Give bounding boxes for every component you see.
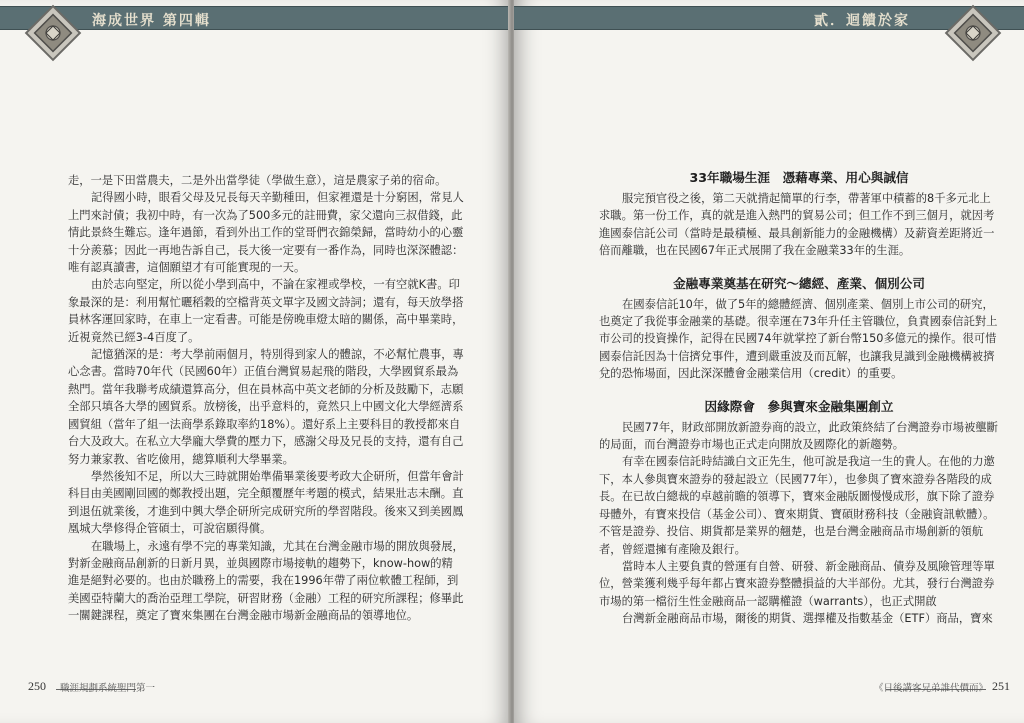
right-header-title: 貳．迴饋於家 — [814, 13, 910, 29]
ornament-emblem-icon — [24, 4, 82, 62]
paragraph: 學然後知不足，所以大三時就開始準備畢業後要考政大企研所，但當年會計科目由美國剛回國的鄭教授出題，完全顛覆歷年考題的模式，結果壯志未酬。直到退伍就業後，才進到中興大學企研所完成研究所的學習階段。後來又到美國鳳凰城大學修得企管碩士，可說宿願得償。 — [68, 469, 464, 536]
section-heading: 金融專業奠基在研究～總經、產業、個別公司 — [673, 275, 925, 291]
paragraph: 由於志向堅定，所以從小學到高中，不論在家裡或學校，一有空就K書。印象最深的是：利用幫忙曬稻穀的空檔背英文單字及國文詩詞；還有，每天放學搭員林客運回家時，在車上一定看書。可能是傍晚車燈太暗的關係，高中畢業時，近視竟然已經3-4百度了。 — [68, 278, 464, 344]
left-header-title: 海成世界 第四輯 — [92, 13, 211, 29]
paragraph: 記得國小時，眼看父母及兄長每天辛勤種田，但家裡還是十分窮困，常見人上門來討債；我初中時，有一次為了500多元的註冊費，家父還向三叔借錢，此情此景終生難忘。逢年過節，看到外出工作的堂哥們衣錦榮歸，當時幼小的心靈十分羨慕；因此一再地告訴自己，長大後一定要有一番作為，同時也深深體認：唯有認真讀書，這個願望才有可能實現的一天。 — [68, 191, 464, 275]
right-page-number: 251 — [992, 679, 1010, 693]
paragraph: 服完預官役之後，第二天就揹起簡單的行李，帶著軍中積蓄的8千多元北上求職。第一份工作，真的就是進入熱門的貿易公司；但工作不到三個月，就因考進國泰信託公司（當時是最積極、最具創新能力的金融機構）及薪資差距將近一倍而離職，也在民國67年正式展開了我在金融業33年的生涯。 — [599, 192, 995, 258]
paragraph: 記憶猶深的是：考大學前兩個月，特別得到家人的體諒，不必幫忙農事，專心念書。當時70年代（民國60年）正值台灣貿易起飛的階段，大學國貿系最為熱門。當年我聯考成績還算高分，但在員林高中英文老師的分析及鼓勵下，志願全部只填各大學的國貿系。放榜後，出乎意料的，竟然只上中國文化大學經濟系國貿組（當年了組一法商學系錄取率約18%）。還好系上主要科目的教授都來自台大及政大。在私立大學龐大學費的壓力下，感謝父母及兄長的支持，還有自己努力兼家教、省吃儉用，總算順利大學畢業。 — [68, 348, 464, 466]
right-body-text — [599, 166, 999, 628]
right-page — [514, 0, 1024, 723]
left-footer-text: 職涯規劃系統聖門第一 — [60, 683, 156, 694]
left-page-number: 250 — [28, 679, 46, 693]
left-page — [0, 0, 510, 723]
paragraph: 在國泰信託10年，做了5年的總體經濟、個別產業、個別上市公司的研究，也奠定了我從事金融業的基礎。很幸運在73年升任主管職位，負責國泰信託對上市公司的投資操作，記得在民國74年就掌控了新台幣150多億元的操作。很可惜國泰信託因為十信擠兌事件，遭到嚴重波及而瓦解，也讓我見識到金融機構被擠兌的恐怖場面，因此深深體會金融業信用（credit）的重要。 — [599, 297, 998, 381]
paragraph: 台灣新金融商品市場，爾後的期貨、選擇權及指數基金（ETF）商品，寶來 — [622, 612, 993, 626]
paragraph: 在職場上，永遠有學不完的專業知識，尤其在台灣金融市場的開放與發展，對新金融商品創新的日新月異，並與國際市場接軌的趨勢下，know-how的精進是絕對必要的。也由於職務上的需要，我在1996年帶了兩位軟體工程師，到美國亞特蘭大的喬治亞理工學院，研習財務（金融）工程的研究所課程；修畢此一關鍵課程，奠定了寶來集團在台灣金融市場新金融商品的領導地位。 — [68, 539, 464, 623]
paragraph: 當時本人主要負責的營運有自營、研發、新金融商品、債券及風險管理等單位，營業獲利幾乎每年都占寶來證券整體損益的大半部份。尤其，發行台灣證券市場的第一檔衍生性金融商品一認購權證（warrants），也正式開啟 — [599, 559, 995, 608]
ornament-emblem-icon — [944, 4, 1002, 62]
paragraph: 民國77年，財政部開放新證券商的設立，此政策終結了台灣證券市場被壟斷的局面，而台灣證券市場也正式走向開放及國際化的新趨勢。 — [599, 420, 998, 452]
right-footer-text: 《日後講客兄弟誰代價而》 — [874, 683, 989, 694]
paragraph: 有幸在國泰信託時結識白文正先生，他可說是我這一生的貴人。在他的力邀下，本人參與寶來證券的發起設立（民國77年），也參與了寶來證券各階段的成長。在已故白總裁的卓越前瞻的領導下，寶來金融版圖慢慢成形，旗下除了證券母體外，有寶來投信（基金公司）、寶來期貨、寶碩財務科技（金融資訊軟體）。不管是證券、投信、期貨都是業界的翹楚，也是台灣金融商品市場創新的領航者，曾經還擁有產險及銀行。 — [599, 455, 995, 556]
paragraph: 走，一是下田當農夫，二是外出當學徒（學做生意），這是農家子弟的宿命。 — [68, 174, 447, 187]
section-heading: 因緣際會 參與寶來金融集團創立 — [704, 398, 894, 414]
left-body-text — [68, 172, 464, 625]
section-heading: 33年職場生涯 憑藉專業、用心與誠信 — [689, 170, 909, 185]
